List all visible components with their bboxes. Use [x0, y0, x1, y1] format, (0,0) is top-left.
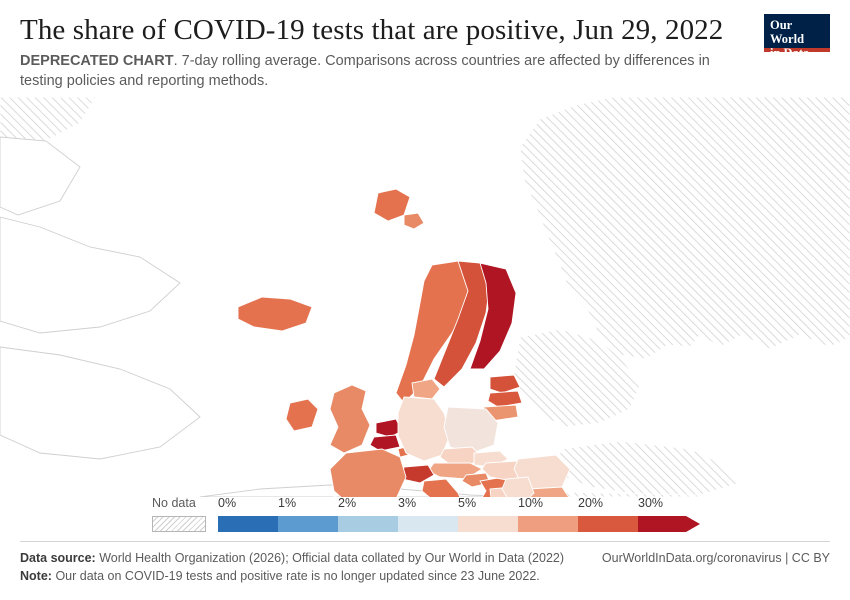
legend-bins[interactable]	[218, 516, 700, 532]
footer-credit[interactable]: OurWorldInData.org/coronavirus | CC BY	[601, 550, 830, 565]
country-svalbard	[404, 213, 424, 229]
map-svg[interactable]	[0, 97, 850, 497]
chart-footer	[20, 541, 830, 587]
country-serbia	[502, 477, 534, 497]
country-france	[330, 449, 406, 497]
chart-header	[20, 14, 830, 91]
country-iceland	[238, 297, 312, 331]
legend-tick-1: 1%	[278, 496, 297, 510]
footer-note-text: Our data on COVID-19 tests and positive rate is no longer updated since 23 June 2022.	[55, 569, 540, 584]
legend-bin-0[interactable]	[218, 516, 278, 532]
landmass-canada-north	[0, 137, 80, 215]
footer-source-label: Data source:	[20, 550, 96, 565]
legend-tick-6: 20%	[578, 496, 604, 510]
footer-note-label: Note:	[20, 569, 52, 584]
footer-divider	[20, 541, 830, 542]
map-legend[interactable]	[152, 496, 712, 532]
country-greenland	[0, 97, 96, 141]
deprecated-badge: DEPRECATED CHART	[20, 53, 174, 70]
country-estonia	[490, 375, 520, 393]
legend-tick-3: 3%	[398, 496, 417, 510]
footer-source-row	[20, 549, 830, 568]
legend-bin-2[interactable]	[338, 516, 398, 532]
footer-source-text: World Health Organization (2026); Official data collated by Our World in Data (2022)	[99, 550, 565, 565]
legend-no-data-label: No data	[152, 496, 196, 510]
legend-tick-2: 2%	[338, 496, 357, 510]
country-poland	[444, 407, 498, 453]
chart-subtitle	[20, 52, 720, 91]
footer-note-row	[20, 567, 830, 586]
legend-tick-labels	[152, 496, 712, 512]
landmass-atlantic-west	[0, 347, 200, 459]
legend-tick-0: 0%	[218, 496, 237, 510]
legend-open-ended-arrow-icon	[686, 516, 700, 532]
legend-bin-7[interactable]	[638, 516, 686, 532]
country-united-kingdom	[330, 385, 370, 453]
legend-bin-5[interactable]	[518, 516, 578, 532]
country-latvia	[488, 391, 522, 407]
legend-tick-7: 30%	[638, 496, 664, 510]
legend-color-scale[interactable]	[152, 516, 712, 532]
country-ireland	[286, 399, 318, 431]
owid-logo-line1: Our World	[770, 18, 805, 46]
country-turkey	[560, 441, 740, 495]
legend-bin-3[interactable]	[398, 516, 458, 532]
country-germany	[398, 397, 450, 461]
legend-no-data-swatch[interactable]	[152, 516, 206, 532]
country-russia	[520, 97, 850, 359]
page-title: The share of COVID-19 tests that are positive, Jun 29, 2022	[20, 14, 724, 46]
europe-choropleth-map[interactable]	[0, 97, 850, 497]
legend-bin-6[interactable]	[578, 516, 638, 532]
legend-tick-4: 5%	[458, 496, 477, 510]
legend-bin-4[interactable]	[458, 516, 518, 532]
legend-bin-1[interactable]	[278, 516, 338, 532]
legend-tick-5: 10%	[518, 496, 544, 510]
country-denmark	[412, 379, 440, 399]
country-belgium	[370, 435, 400, 451]
owid-logo-line2: in Data	[770, 46, 810, 60]
owid-logo[interactable]	[764, 14, 830, 60]
landmass-northwest	[0, 217, 180, 333]
chart-subtitle-text: . 7-day rolling average. Comparisons across countries are affected by differences in testing policies and reporting methods.	[20, 53, 710, 89]
